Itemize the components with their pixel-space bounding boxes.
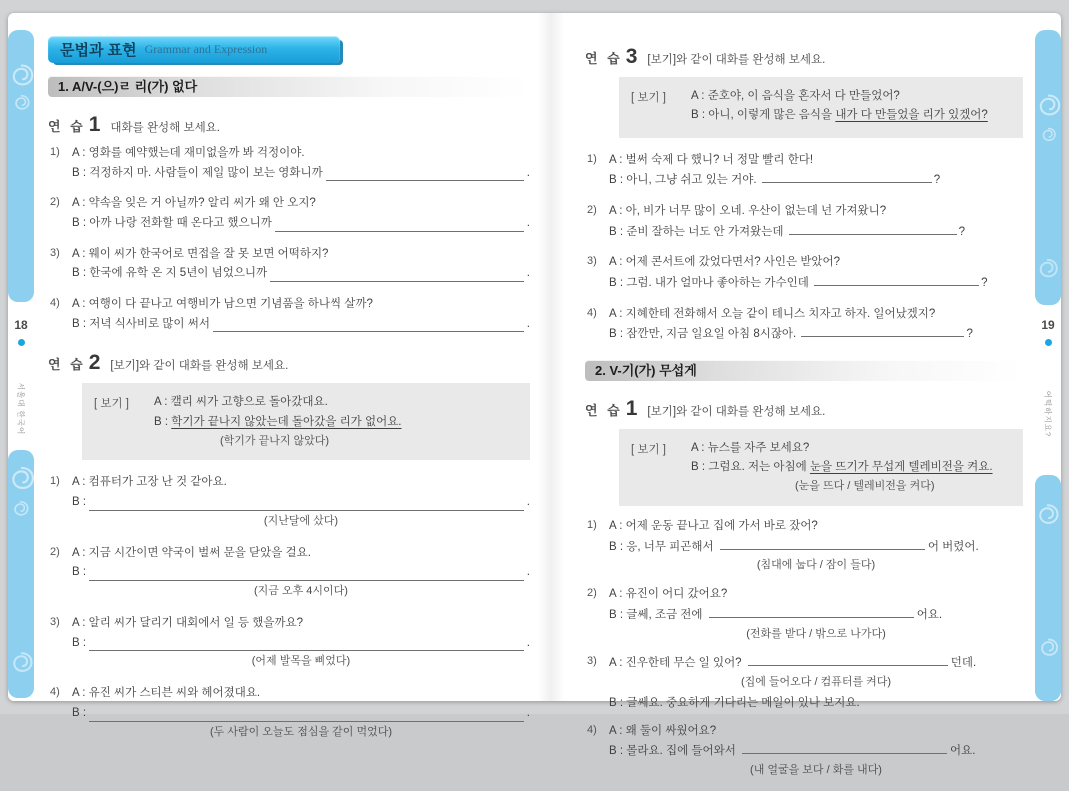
a-suffix: 던데.	[950, 657, 977, 670]
b-suffix: .	[526, 166, 530, 179]
speaker-a-line: A : 어제 콘서트에 갔었다면서? 사인은 받았어?	[609, 256, 841, 269]
banner-title-ko: 문법과 표현	[60, 42, 137, 59]
dialogue-item	[587, 723, 1023, 783]
exercise-label: 연 습	[48, 119, 86, 134]
dialogue-item	[50, 545, 530, 604]
example-box	[619, 77, 1023, 138]
example-hint: (학기가 끝나지 않았다)	[220, 434, 330, 447]
exercise-instruction: 대화를 완성해 보세요.	[110, 122, 220, 134]
deco-band-left-top	[8, 30, 34, 302]
b-suffix: .	[526, 566, 530, 579]
page-number-right: 19	[1041, 318, 1055, 332]
answer-blank[interactable]	[270, 270, 524, 282]
b-prefix: B : 저녁 식사비로 많이 써서	[72, 317, 210, 330]
answer-blank[interactable]	[213, 320, 524, 332]
b-prefix: B : 아니, 그냥 쉬고 있는 거야.	[609, 174, 757, 187]
speaker-b-line	[72, 316, 530, 333]
exercise2-header	[48, 351, 530, 375]
speaker-b-line: B : 글쎄요. 중요하게 기다리는 메일이 있나 보지요.	[609, 697, 860, 710]
speaker-a-line: A : 어제 운동 끝나고 집에 가서 바로 잤어?	[609, 519, 818, 532]
chapter-title-vertical: 어떡하지요?	[1043, 390, 1053, 438]
dialogue-item	[50, 615, 530, 674]
speaker-a-line: A : 컴퓨터가 고장 난 것 같아요.	[72, 476, 227, 489]
item-number: 3)	[50, 615, 60, 628]
b-prefix: B : 몰라요. 집에 들어와서	[609, 745, 736, 758]
section2-title-bar: 2. V-기(가) 무섭게	[585, 360, 1023, 381]
dialogue-item	[50, 145, 530, 184]
b-prefix: B :	[72, 636, 87, 649]
exercise1-header	[48, 113, 530, 137]
answer-blank[interactable]	[89, 639, 524, 651]
cloud-swirl-icon	[4, 462, 38, 501]
dialogue-item	[50, 474, 530, 533]
exercise-label: 연 습	[48, 357, 86, 373]
b-prefix: B : 그럼. 내가 얼마나 좋아하는 가수인데	[609, 276, 809, 289]
b-suffix: .	[526, 267, 530, 280]
speaker-a-line: A : 약속을 잊은 거 아닐까? 알리 씨가 왜 안 오지?	[72, 197, 316, 210]
cloud-swirl-icon	[1038, 125, 1058, 150]
item-number: 1)	[50, 146, 60, 158]
item-number: 3)	[50, 246, 60, 259]
item-number: 4)	[587, 723, 597, 736]
b-suffix: .	[526, 706, 530, 719]
speaker-b-line	[609, 742, 1023, 760]
section1-title-bar: 1. A/V-(으)ㄹ 리(가) 없다	[48, 76, 530, 97]
speaker-b-line	[72, 265, 530, 282]
b-suffix: ?	[966, 328, 973, 341]
cloud-swirl-icon	[1033, 255, 1061, 288]
item-number: 2)	[587, 587, 597, 600]
b-prefix: B : 잠깐만, 지금 일요일 아침 8시잖아.	[609, 328, 797, 341]
item-number: 4)	[50, 686, 60, 699]
item-number: 2)	[50, 545, 60, 558]
speaker-b-line	[72, 705, 530, 722]
speaker-a-line: A : 웨이 씨가 한국어로 면접을 잘 못 보면 어떡하지?	[72, 247, 329, 260]
exercise-number: 1	[88, 113, 101, 136]
exercise-instruction: [보기]와 같이 대화를 완성해 보세요.	[647, 54, 826, 66]
dialogue-item	[50, 685, 530, 744]
deco-band-right-top	[1035, 30, 1061, 305]
answer-blank[interactable]	[89, 499, 524, 511]
speaker-b-line	[609, 223, 1023, 241]
cloud-swirl-icon	[10, 92, 32, 119]
answer-blank[interactable]	[89, 710, 524, 722]
example-answer-underlined: 내가 다 만들었을 리가 있겠어?	[835, 109, 988, 122]
dialogue-item	[587, 254, 1023, 294]
right-page-content	[585, 36, 1023, 791]
left-page-content	[48, 36, 530, 756]
b-prefix: B : 아까 나랑 전화할 때 온다고 했으니까	[72, 217, 272, 230]
b-suffix: .	[526, 496, 530, 509]
b-suffix: 어 버렸어.	[927, 540, 979, 553]
item-number: 2)	[50, 196, 60, 209]
item-number: 4)	[50, 297, 60, 310]
item-number: 1)	[50, 475, 60, 488]
example-b-line	[691, 107, 988, 124]
deco-band-left-bottom	[8, 450, 34, 698]
exercise-instruction: [보기]와 같이 대화를 완성해 보세요.	[647, 405, 826, 418]
example-b-line	[154, 414, 402, 431]
b-suffix: ?	[981, 276, 988, 289]
answer-blank[interactable]	[709, 606, 914, 618]
b-prefix: B : 아니, 이렇게 많은 음식을	[691, 109, 836, 122]
dialogue-item	[587, 654, 1023, 714]
page-gutter	[538, 13, 564, 701]
speaker-b-line	[72, 215, 530, 232]
exercise-instruction: [보기]와 같이 대화를 완성해 보세요.	[110, 360, 289, 373]
exercise-number: 3	[625, 45, 638, 68]
exercise-label: 연 습	[585, 51, 623, 66]
dialogue-item	[50, 246, 530, 285]
b-suffix: .	[526, 217, 530, 230]
b-suffix: ?	[958, 225, 966, 238]
b-suffix: 어요.	[916, 608, 943, 621]
example-tag: [ 보기 ]	[631, 443, 666, 456]
b-suffix: ?	[933, 174, 941, 187]
speaker-a-line	[609, 654, 1023, 672]
page-marker-dot	[18, 339, 25, 346]
speaker-a-line: A : 아, 비가 너무 많이 오네. 우산이 없는데 넌 가져왔니?	[609, 204, 887, 217]
answer-blank[interactable]	[275, 220, 524, 232]
page-number-left: 18	[14, 318, 28, 332]
speaker-b-line	[609, 171, 1023, 189]
b-prefix: B : 준비 잘하는 너도 안 가져왔는데	[609, 225, 784, 238]
b-suffix: .	[526, 317, 530, 330]
b-suffix: .	[526, 636, 530, 649]
deco-band-right-bottom	[1035, 475, 1061, 701]
item-number: 1)	[587, 152, 597, 165]
answer-blank[interactable]	[789, 223, 957, 235]
speaker-b-line	[72, 494, 530, 511]
dialogue-item	[587, 518, 1023, 578]
book-title-vertical: 서울대 한국어	[16, 382, 26, 436]
speaker-a-line: A : 왜 둘이 싸웠어요?	[609, 724, 717, 737]
dialogue-item	[587, 152, 1023, 192]
b-prefix: B : 그럼요. 저는 아침에	[691, 461, 810, 474]
speaker-a-line: A : 영화를 예약했는데 재미없을까 봐 걱정이야.	[72, 147, 305, 159]
dialogue-item	[50, 296, 530, 335]
b-prefix: B :	[72, 496, 87, 509]
item-number: 3)	[587, 655, 597, 668]
answer-blank[interactable]	[801, 325, 964, 337]
left-page-margin	[8, 318, 34, 464]
speaker-b-line	[609, 274, 1023, 292]
speaker-a-line: A : 지금 시간이면 약국이 벌써 문을 닫았을 걸요.	[72, 546, 311, 559]
dialogue-item	[587, 586, 1023, 646]
page-marker-dot	[1045, 339, 1052, 346]
cloud-swirl-icon	[1032, 90, 1064, 127]
answer-hint: (내 얼굴을 보다 / 화를 내다)	[750, 764, 882, 777]
s2-exercise1-header	[585, 397, 1023, 421]
b-prefix: B :	[72, 706, 87, 719]
example-a-line: A : 캘리 씨가 고향으로 돌아갔대요.	[154, 396, 328, 409]
answer-hint: (지금 오후 4시이다)	[254, 585, 348, 597]
item-number: 2)	[587, 203, 597, 216]
book-spread	[8, 13, 1061, 777]
answer-hint: (두 사람이 오늘도 점심을 같이 먹었다)	[210, 725, 392, 738]
speaker-a-line: A : 유진이 어디 갔어요?	[609, 588, 728, 601]
cloud-swirl-icon	[6, 648, 36, 683]
answer-blank[interactable]	[748, 654, 948, 666]
grammar-expression-banner	[48, 36, 340, 63]
answer-hint: (전화를 받다 / 밖으로 나가다)	[746, 627, 886, 640]
b-prefix: B : 응, 너무 피곤해서	[609, 540, 714, 553]
speaker-b-line	[609, 606, 1023, 624]
example-answer-underlined: 학기가 끝나지 않았는데 돌아갔을 리가 없어요.	[171, 415, 402, 428]
answer-hint: (침대에 눕다 / 잠이 들다)	[756, 559, 876, 572]
example-answer-underlined: 눈을 뜨기가 무섭게 텔레비전을 켜요.	[809, 461, 993, 474]
example-tag: [ 보기 ]	[94, 398, 129, 411]
example-b-line	[691, 459, 993, 476]
example-tag: [ 보기 ]	[631, 92, 666, 104]
speaker-b-line	[609, 538, 1023, 556]
item-number: 3)	[587, 255, 597, 268]
exercise-number: 1	[625, 396, 638, 420]
speaker-a-line: A : 지혜한테 전화해서 오늘 같이 테니스 치자고 하자. 일어났겠지?	[609, 307, 936, 320]
cloud-swirl-icon	[1035, 635, 1061, 666]
b-prefix: B : 글쎄, 조금 전에	[609, 608, 703, 621]
speaker-b-line	[609, 325, 1023, 343]
example-hint: (눈을 뜨다 / 텔레비전을 켜다)	[795, 480, 935, 493]
item-number: 1)	[587, 518, 597, 531]
speaker-a-line: A : 여행이 다 끝나고 여행비가 남으면 기념품을 하나씩 살까?	[72, 298, 373, 311]
answer-blank[interactable]	[89, 569, 524, 581]
example-box	[619, 429, 1023, 506]
speaker-b-line	[72, 165, 530, 182]
answer-blank[interactable]	[814, 274, 979, 286]
example-a-line: A : 준호야, 이 음식을 혼자서 다 만들었어?	[691, 90, 900, 102]
answer-hint: (어제 발목을 삐었다)	[251, 655, 351, 668]
answer-hint: (지난달에 샀다)	[263, 514, 339, 527]
b-prefix: B :	[154, 415, 172, 428]
speaker-a-line: A : 벌써 숙제 다 했니? 너 정말 빨리 한다!	[609, 153, 814, 166]
exercise3-header	[585, 45, 1023, 69]
b-prefix: B : 걱정하지 마. 사람들이 제일 많이 보는 영화니까	[72, 166, 323, 179]
dialogue-item	[587, 306, 1023, 346]
b-prefix: B : 한국에 유학 온 지 5년이 넘었으니까	[72, 267, 268, 280]
answer-blank[interactable]	[762, 171, 932, 183]
cloud-swirl-icon	[1032, 500, 1062, 535]
answer-blank[interactable]	[742, 742, 947, 754]
answer-blank[interactable]	[326, 169, 524, 181]
answer-hint: (집에 들어오다 / 컴퓨터를 켜다)	[740, 676, 892, 689]
exercise-label: 연 습	[585, 402, 623, 418]
banner-title-en: Grammar and Expression	[144, 42, 268, 56]
answer-blank[interactable]	[720, 538, 925, 550]
dialogue-item	[50, 195, 530, 234]
exercise-number: 2	[88, 351, 101, 375]
example-a-line: A : 뉴스를 자주 보세요?	[691, 441, 810, 454]
speaker-a-line: A : 유진 씨가 스티븐 씨와 헤어졌대요.	[72, 687, 261, 700]
item-number: 4)	[587, 306, 597, 319]
right-page-margin	[1035, 318, 1061, 474]
example-box	[82, 383, 530, 460]
speaker-b-line	[72, 564, 530, 581]
dialogue-item	[587, 203, 1023, 243]
speaker-b-line	[72, 635, 530, 652]
a-prefix: A : 진우한테 무슨 일 있어?	[609, 657, 742, 670]
b-prefix: B :	[72, 566, 87, 579]
b-suffix: 어요.	[950, 745, 976, 758]
speaker-a-line: A : 알리 씨가 달리기 대회에서 일 등 했을까요?	[72, 616, 304, 629]
cloud-swirl-icon	[9, 498, 31, 525]
